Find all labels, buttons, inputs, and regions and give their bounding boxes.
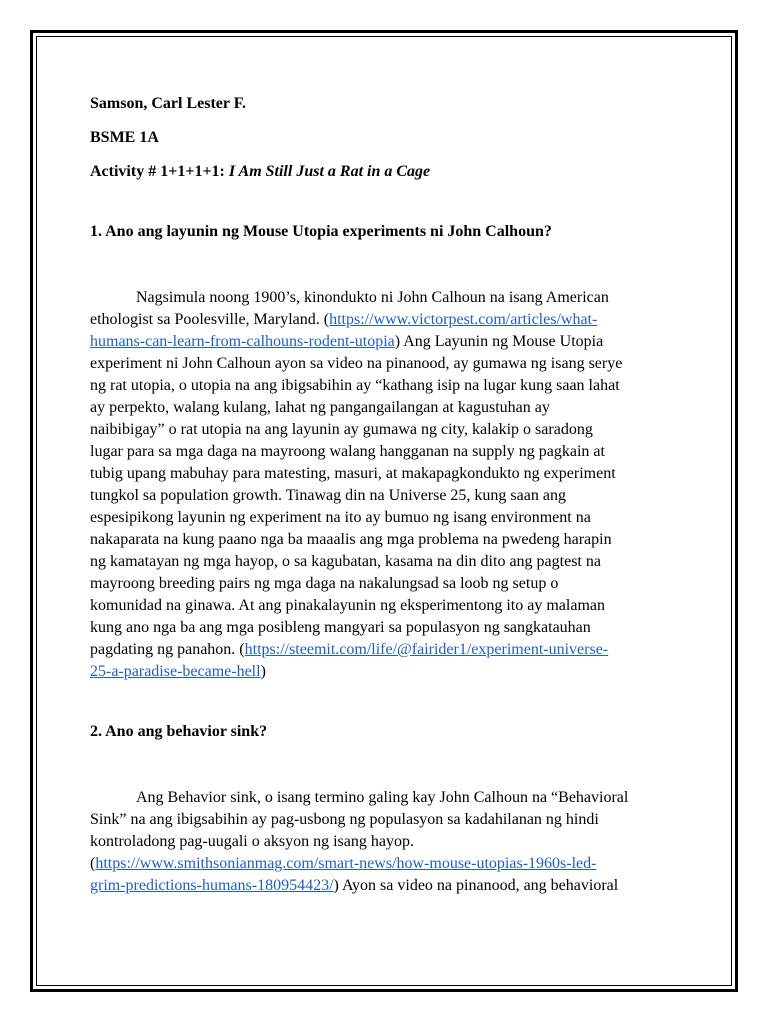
- student-name: Samson, Carl Lester F.: [90, 95, 246, 112]
- answer-1-line: espesipikong layunin ng experiment na ito ay bumuo ng isang environment na: [90, 509, 591, 526]
- answer-2: [90, 787, 670, 897]
- answer-2-line: Sink” na ang ibigsabihin ay pag-usbong ng populasyon sa kadahilanan ng hindi: [90, 811, 599, 828]
- answer-1-line: [90, 331, 670, 353]
- answer-1-text: ethologist sa Poolesville, Maryland. (: [90, 311, 330, 328]
- answer-1-line: ng kamatayan ng mga hayop, o sa kagubatan, kasama na din dito ang pagtest na: [90, 553, 601, 570]
- answer-1-line: Nagsimula noong 1900’s, kinondukto ni John Calhoun na isang American: [136, 289, 609, 306]
- source-link-victorpest-cont[interactable]: humans-can-learn-from-calhouns-rodent-utopia: [90, 333, 395, 350]
- answer-1-line: [90, 639, 670, 661]
- answer-1-line: naibibigay” o rat utopia na ang layunin ay gumawa ng city, kalakip o saradong: [90, 421, 593, 438]
- answer-1-text: ): [260, 663, 266, 680]
- document-body: [90, 93, 670, 897]
- answer-1-line: mayroong breeding pairs ng mga daga na nakalungsad sa loob ng setup o: [90, 575, 559, 592]
- source-link-smithsonian[interactable]: https://www.smithsonianmag.com/smart-news/how-mouse-utopias-1960s-led-: [95, 855, 597, 872]
- answer-1-line: nakaparata na kung paano nga ba maaalis ang mga problema na pwedeng harapin: [90, 531, 612, 548]
- answer-1-line: tungkol sa population growth. Tinawag din na Universe 25, kung saan ang: [90, 487, 566, 504]
- source-link-steemit[interactable]: https://steemit.com/life/@fairider1/experiment-universe-: [244, 641, 609, 658]
- answer-1-line: [90, 661, 670, 683]
- activity-label: Activity # 1+1+1+1:: [90, 163, 229, 180]
- answer-2-line: [90, 875, 670, 897]
- activity-title: I Am Still Just a Rat in a Cage: [228, 163, 431, 180]
- answer-1-line: lugar para sa mga daga na mayroong walang hangganan na supply ng pagkain at: [90, 443, 605, 460]
- answer-1-line: [90, 309, 670, 331]
- source-link-smithsonian-cont[interactable]: grim-predictions-humans-180954423/: [90, 877, 334, 894]
- answer-2-text: ) Ayon sa video na pinanood, ang behavioral: [333, 877, 619, 894]
- answer-1-text: ) Ang Layunin ng Mouse Utopia: [394, 333, 604, 350]
- answer-1-line: tubig upang mabuhay para matesting, masuri, at makapagkondukto ng experiment: [90, 465, 616, 482]
- answer-1-line: ng rat utopia, o utopia na ang ibigsabihin ay “kathang isip na lugar kung saan lahat: [90, 377, 620, 394]
- answer-1-text: pagdating ng panahon. (: [90, 641, 245, 658]
- answer-1-line: experiment ni John Calhoun ayon sa video na pinanood, ay gumawa ng isang serye: [90, 355, 623, 372]
- activity-heading: [90, 161, 670, 183]
- answer-1-line: ay perpekto, walang kulang, lahat ng pangangailangan at kagustuhan ay: [90, 399, 550, 416]
- student-section: BSME 1A: [90, 129, 159, 146]
- answer-1-line: komunidad na ginawa. At ang pinakalayunin ng eksperimentong ito ay malaman: [90, 597, 605, 614]
- question-1: 1. Ano ang layunin ng Mouse Utopia experiments ni John Calhoun?: [90, 223, 552, 240]
- answer-1-line: kung ano nga ba ang mga posibleng mangyari sa populasyon ng sangkatauhan: [90, 619, 591, 636]
- question-2: 2. Ano ang behavior sink?: [90, 723, 268, 740]
- source-link-steemit-cont[interactable]: 25-a-paradise-became-hell: [90, 663, 261, 680]
- answer-2-line: [90, 853, 670, 875]
- answer-1: [90, 287, 670, 683]
- answer-2-line: Ang Behavior sink, o isang termino galing kay John Calhoun na “Behavioral: [136, 789, 629, 806]
- answer-2-line: kontroladong pag-uugali o aksyon ng isang hayop.: [90, 833, 414, 850]
- answer-2-text: (: [90, 855, 96, 872]
- source-link-victorpest[interactable]: https://www.victorpest.com/articles/what-: [329, 311, 598, 328]
